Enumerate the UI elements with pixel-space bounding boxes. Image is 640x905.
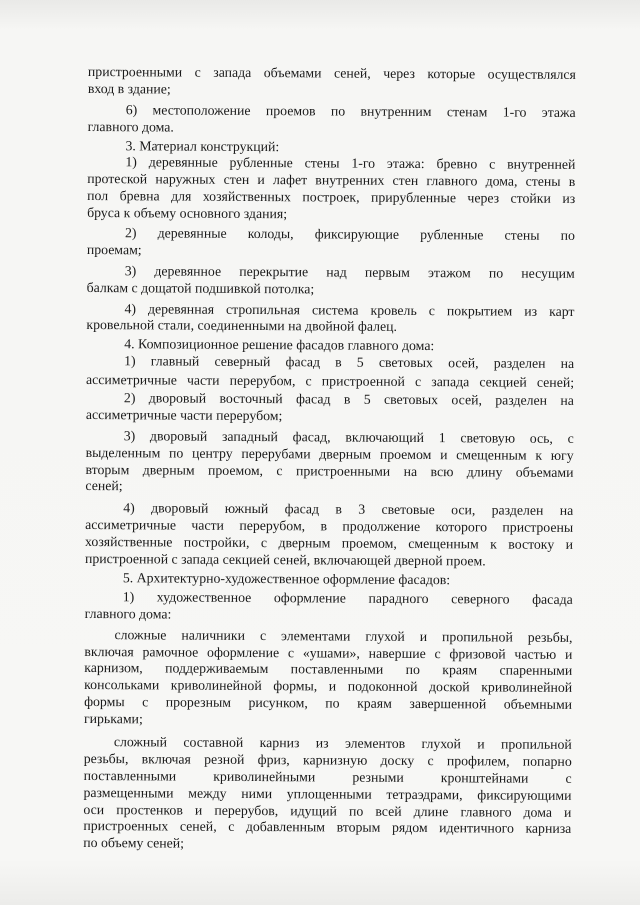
text-line: гирьками; [83,711,143,727]
text-line: 2) дворовый восточный фасад в 5 световых осей, разделен на [123,390,574,409]
text-line: включая рамочное оформление с «ушами», навершие с фризовой частью и [84,643,573,662]
text-line: ассиметричные части перерубом, с пристроенной с запада секцией сеней; [86,372,575,391]
text-line: 4. Композиционное решение фасадов главного дома: [124,336,435,354]
text-line: сложный составной карниз из элементов глухой и пропильной [113,734,572,752]
text-line: карнизом, поддерживаемым поставленными по краям спаренными [84,660,573,679]
text-line: 3) деревянное перекрытие над первым этажом по несущим [124,263,575,281]
text-line: 1) главный северный фасад в 5 световых осей, разделен на [124,353,575,372]
text-line: 3) дворовый западный фасад, включающий 1 световую ось, с [123,428,574,446]
text-line: консольками криволинейной формы, и подоконной доской криволинейной [84,677,573,696]
text-line: 4) дворовый южный фасад в 3 световые оси, разделен на [123,500,574,519]
text-line: проемам; [86,241,142,258]
text-line: кровельной стали, соединенными на двойной фалец. [86,317,397,335]
text-line: балкам с дощатой подшивкой потолка; [86,279,315,297]
text-line: размещенными между ними уплощенными тетраэдрами, фиксирующими [83,784,572,803]
text-line: 1) художественное оформление парадного северного фасада [122,589,573,607]
text-line: сеней; [85,478,123,494]
text-line: сложные наличники с элементами глухой и пропильной резьбы, [114,626,573,645]
text-line: главного дома. [87,118,174,135]
text-line: выделенным по центру перерубами дверным проемом и смещенным к югу [85,444,574,463]
text-line: 4) деревянная стропильная система кровель с покрытием из карт [124,300,575,319]
text-line: формы с прорезным рисунком, по краям завершенной объемными [84,694,573,713]
text-line: пристроенной с запада секцией сеней, включающей дверной проем. [84,551,486,569]
text-line: 1) деревянные рубленные стены 1-го этажа: бревно с внутренней [125,154,576,173]
text-line: 2) деревянные колоды, фиксирующие рубленные стены по [124,225,576,243]
text-line: протеской наружных стен и лафет внутренних стен главного дома, стены в [87,171,576,190]
text-line: пристроенными с запада объемами сеней, через которые осуществлялся [87,64,576,82]
text-line: резьбы, включая резной фриз, карнизную доску с профилем, попарно [83,750,572,769]
document-body [83,64,576,855]
text-line: вход в здание; [87,80,171,97]
text-line: бруса к объему основного здания; [87,205,288,222]
text-line: по объему сеней; [83,835,185,851]
text-line: пол бревна для хозяйственных построек, прирубленные через стойки из [87,188,576,207]
text-line: пристроенных сеней, с добавленным вторым рядом идентичного карниза [83,818,572,837]
text-line: поставленными криволинейными резными кронштейнами с [83,767,572,786]
text-line: 6) местоположение проемов по внутренним стенам 1-го этажа [125,102,576,120]
text-line: 5. Архитектурно-художественное оформление фасадов: [122,570,451,588]
text-line: хозяйственные постройки, с дверным проемом, смещенным к востоку и [85,534,574,553]
text-line: ассиметричные части перерубом, в продолжение которого пристроены [85,517,574,536]
text-line: 3. Материал конструкций: [125,137,280,154]
text-line: главного дома: [84,605,172,622]
text-line: ассиметричные части перерубом; [85,406,283,424]
text-line: вторым дверным проемом, с пристроенными на всю длину объемами [85,461,574,480]
text-line: оси простенков и перерубов, идущий по всей длине главного дома и [83,801,572,820]
